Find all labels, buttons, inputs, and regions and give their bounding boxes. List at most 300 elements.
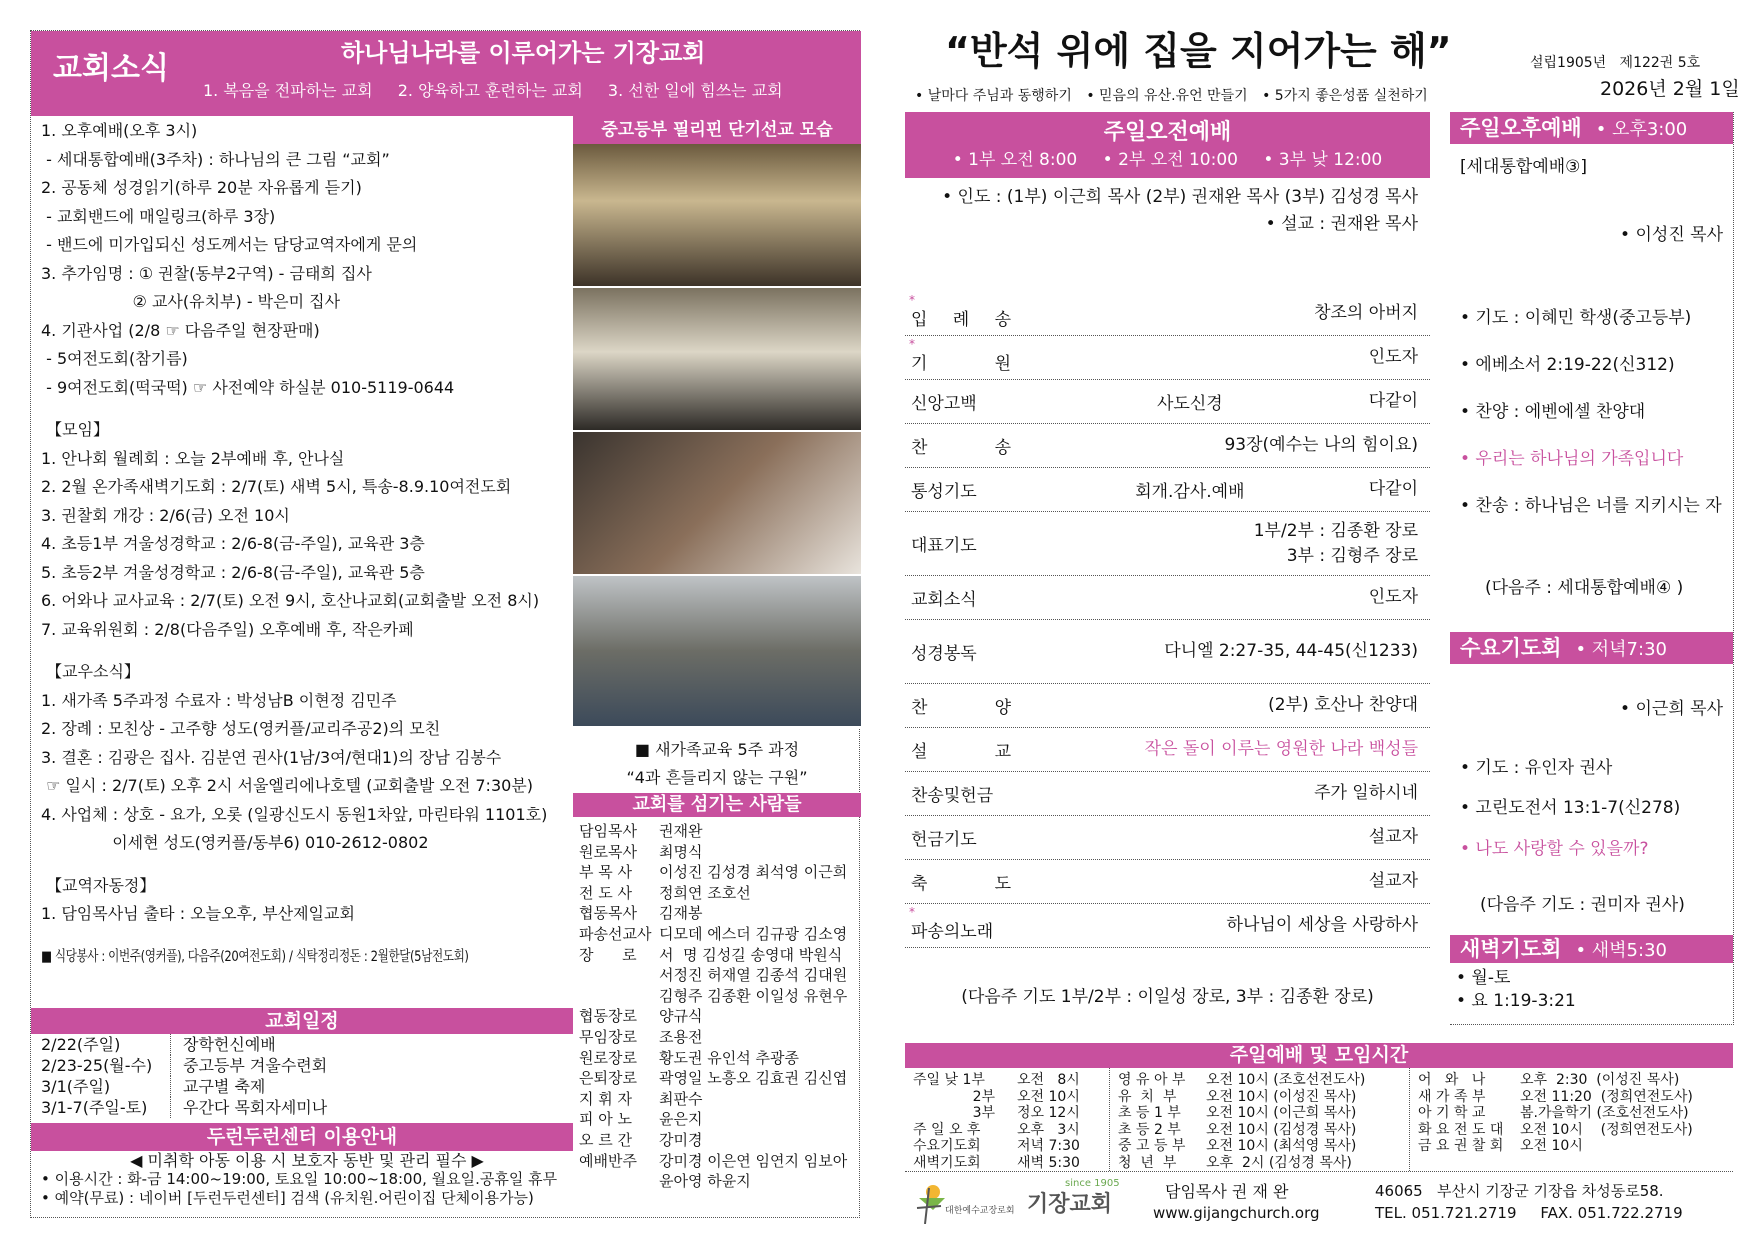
schedule-row xyxy=(31,1076,573,1097)
staff-row xyxy=(579,1151,859,1172)
news-line: 1. 오후예배(오후 3시) xyxy=(41,121,198,140)
photo-caption xyxy=(573,736,861,792)
times-label: 2부 xyxy=(972,1088,995,1105)
order-label: 축 도 xyxy=(911,874,1011,894)
staff-role: 예배반주 xyxy=(579,1151,637,1170)
staff-row xyxy=(579,903,859,924)
goal: • 믿음의 유산.유언 만들기 xyxy=(1086,88,1248,104)
staff-role: 부 목 사 xyxy=(579,863,633,882)
staff-role: 담임목사 xyxy=(579,822,637,840)
order-value xyxy=(1314,781,1418,806)
star-icon: * xyxy=(909,905,915,919)
afternoon-sermon-title: • 우리는 하나님의 가족입니다 xyxy=(1460,449,1684,469)
center-guide-title: 두런두런센터 이용안내 xyxy=(31,1123,573,1151)
times-label: 청 년 부 xyxy=(1118,1154,1177,1171)
order-label-cell xyxy=(911,433,1011,458)
times-row xyxy=(1118,1138,1405,1155)
other-services-column xyxy=(1450,112,1734,1025)
staff-role: 장 로 xyxy=(579,945,637,964)
order-value-line: 설교자 xyxy=(1368,871,1418,891)
news-title: 교회소식 xyxy=(53,51,169,86)
church-slogan: 하나님나라를 이루어가는 기장교회 xyxy=(341,39,706,67)
year-theme-title: “반석 위에 집을 지어가는 해” xyxy=(945,29,1452,73)
wednesday-title: 수요기도회 xyxy=(1460,636,1562,660)
staff-names: 양규식 xyxy=(659,1007,703,1026)
order-detail: 회개.감사.예배 xyxy=(1135,482,1245,502)
news-line: 1. 담임목사님 출타 : 오늘오후, 부산제일교회 xyxy=(41,904,355,923)
mission-photo-3 xyxy=(573,432,861,576)
order-row xyxy=(905,728,1430,772)
staff-role: 무임장로 xyxy=(579,1027,637,1046)
logo-denomination: 대한예수교장로회 xyxy=(945,1206,1015,1216)
afternoon-service-time: • 오후3:00 xyxy=(1595,119,1688,140)
order-row xyxy=(905,816,1430,860)
goal: • 날마다 주님과 동행하기 xyxy=(915,88,1072,104)
order-value xyxy=(1224,433,1418,458)
times-label: 초 등 2 부 xyxy=(1118,1121,1181,1138)
times-value: 오전 11:20 (정희연전도사) xyxy=(1520,1088,1693,1105)
schedule-table xyxy=(31,1034,573,1123)
schedule-date: 2/23-25(월-수) xyxy=(31,1055,171,1076)
order-label: 대표기도 xyxy=(911,536,977,556)
afternoon-item: • 에베소서 2:19-22(신312) xyxy=(1460,355,1675,375)
order-label-cell xyxy=(911,825,1011,850)
times-column-groups xyxy=(1410,1068,1733,1171)
order-value-line: 창조의 아버지 xyxy=(1314,303,1418,323)
staff-names: 서 명 김성길 송영대 박원식 xyxy=(659,945,843,964)
wednesday-item: • 기도 : 유인자 권사 xyxy=(1460,758,1613,778)
order-row xyxy=(905,292,1430,336)
center-notice: ◀ 미취학 아동 이용 시 보호자 동반 및 관리 필수 ▶ xyxy=(130,1151,484,1170)
order-value xyxy=(1227,913,1418,938)
afternoon-preacher: • 이성진 목사 xyxy=(1620,225,1723,245)
staff-role: 지 휘 자 xyxy=(579,1089,633,1108)
times-value: 오후 2:30 (이성진 목사) xyxy=(1520,1072,1680,1088)
church-news-panel xyxy=(30,30,860,1218)
order-row xyxy=(905,620,1430,684)
times-row xyxy=(913,1138,1105,1155)
order-detail: 사도신경 xyxy=(1157,394,1223,414)
staff-row xyxy=(579,986,859,1007)
times-column-education xyxy=(1110,1068,1410,1171)
times-label: 새 가 족 부 xyxy=(1418,1088,1486,1105)
staff-row xyxy=(579,862,859,883)
service-time: • 3부 낮 12:00 xyxy=(1263,150,1383,171)
afternoon-service-header xyxy=(1450,112,1733,144)
news-line: 4. 사업체 : 상호 - 요가, 오롯 (일광신도시 동원1차앞, 마린타워 1101호) xyxy=(41,804,548,824)
service-times xyxy=(905,150,1430,170)
news-line: ② 교사(유치부) - 박은미 집사 xyxy=(41,292,341,311)
times-label: 화 요 전 도 대 xyxy=(1418,1121,1504,1138)
staff-row xyxy=(579,1006,859,1027)
times-label: 영 유 아 부 xyxy=(1118,1072,1186,1088)
staff-names: 이성진 김성경 최석영 이근희 xyxy=(659,863,848,882)
staff-names: 김형주 김종환 이일성 유현우 xyxy=(659,986,848,1005)
schedule-title: 교회일정 xyxy=(31,1008,573,1034)
staff-role: 원로목사 xyxy=(579,842,637,861)
staff-role xyxy=(579,986,659,1007)
times-row xyxy=(1418,1072,1729,1089)
times-value: 오전 10시 (김성경 목사) xyxy=(1206,1121,1357,1138)
afternoon-service-subtitle: [세대통합예배③] xyxy=(1460,157,1588,177)
times-value: 새벽 5:30 xyxy=(1017,1154,1080,1171)
staff-names: 권재완 xyxy=(659,822,703,840)
mission-photo-1 xyxy=(573,144,861,288)
news-line: 2. 2월 온가족새벽기도회 : 2/7(토) 새벽 5시, 특송-8.9.10여전도회 xyxy=(41,477,512,496)
staff-role: 협동장로 xyxy=(579,1007,637,1026)
news-list xyxy=(41,117,571,971)
order-value-line: 다같이 xyxy=(1368,391,1418,411)
news-line: 6. 어와나 교사교육 : 2/7(토) 오전 9시, 호산나교회(교회출발 오전 8시) xyxy=(41,591,540,610)
logo-since: since 1905 xyxy=(1065,1178,1120,1189)
wednesday-header xyxy=(1450,632,1733,664)
order-label-cell xyxy=(911,869,1011,894)
times-row xyxy=(913,1105,1105,1122)
footer xyxy=(905,1178,1733,1228)
order-label: 설 교 xyxy=(911,742,1011,762)
news-line: - 5여전도회(참기름) xyxy=(41,349,188,368)
staff-row xyxy=(579,965,859,986)
staff-names: 서정진 허재열 김종석 김대원 xyxy=(659,966,848,985)
order-value xyxy=(1254,519,1418,569)
times-row xyxy=(1118,1105,1405,1122)
order-of-worship xyxy=(905,292,1430,948)
spacer xyxy=(41,858,571,872)
staff-role: 오 르 간 xyxy=(579,1130,633,1149)
order-row xyxy=(905,468,1430,512)
staff-role: 파송선교사 xyxy=(579,924,652,943)
preacher-line: • 설교 : 권재완 목사 xyxy=(1265,214,1418,234)
order-label-cell xyxy=(911,781,1011,806)
times-row xyxy=(1118,1089,1405,1106)
news-line: 2. 장례 : 모친상 - 고주향 성도(영커플/교리주공2)의 모친 xyxy=(41,719,441,738)
order-label: 입 례 송 xyxy=(911,310,1011,330)
staff-row xyxy=(579,883,859,904)
news-line: 【교우소식】 xyxy=(41,662,140,681)
photo-section-title: 중고등부 필리핀 단기선교 모습 xyxy=(573,116,861,144)
spacer xyxy=(41,644,571,658)
church-mottos xyxy=(203,81,803,102)
news-line: - 세대통합예배(3주차) : 하나님의 큰 그림 “교회” xyxy=(41,149,390,169)
times-value: 봄.가을학기 (조호선전도사) xyxy=(1520,1105,1689,1121)
times-value: 오전 10시 xyxy=(1017,1088,1080,1105)
order-value xyxy=(1369,345,1418,370)
order-label: 찬 송 xyxy=(911,438,1011,458)
order-row xyxy=(905,512,1430,576)
bulletin-date: 2026년 2월 1일 xyxy=(1600,78,1740,100)
staff-role: 협동목사 xyxy=(579,904,637,923)
staff-row xyxy=(579,1089,859,1110)
schedule-date: 3/1(주일) xyxy=(31,1076,171,1097)
staff-names: 정희연 조호선 xyxy=(659,883,751,902)
order-label: 파송의노래 xyxy=(911,922,994,942)
leaders-line: • 인도 : (1부) 이근희 목사 (2부) 권재완 목사 (3부) 김성경 목사 xyxy=(942,187,1418,207)
schedule-date: 2/22(주일) xyxy=(31,1034,171,1055)
order-value xyxy=(1369,869,1418,894)
times-row xyxy=(913,1089,1105,1106)
order-row xyxy=(905,380,1430,424)
afternoon-next: (다음주 : 세대통합예배④ ) xyxy=(1485,578,1684,598)
order-row xyxy=(905,576,1430,620)
order-label-cell xyxy=(911,693,1011,718)
order-value-line: 주가 일하시네 xyxy=(1314,783,1418,803)
staff-names: 조용전 xyxy=(659,1027,703,1046)
news-line: 3. 결혼 : 김광은 집사. 김분연 권사(1남/3여/현대1)의 장남 김봉수 xyxy=(41,747,502,767)
news-line: 3. 권찰회 개강 : 2/6(금) 오전 10시 xyxy=(41,505,290,525)
news-line: - 밴드에 미가입되신 성도께서는 담당교역자에게 문의 xyxy=(41,235,418,254)
news-header xyxy=(31,31,861,116)
afternoon-item: • 기도 : 이혜민 학생(중고등부) xyxy=(1460,308,1692,328)
times-label: 수요기도회 xyxy=(913,1138,981,1154)
staff-row xyxy=(579,1109,859,1130)
news-line: 3. 추가임명 : ① 권찰(동부2구역) - 금태희 집사 xyxy=(41,263,372,283)
motto: 2. 양육하고 훈련하는 교회 xyxy=(397,81,583,100)
center-reservation: • 예약(무료) : 네이버 [두런두런센터] 검색 (유치원.어린이집 단체이용가능) xyxy=(41,1189,534,1207)
afternoon-item: • 찬송 : 하나님은 너를 지키시는 자 xyxy=(1460,496,1722,516)
order-label: 통성기도 xyxy=(911,482,977,502)
service-time: • 1부 오전 8:00 xyxy=(952,150,1078,171)
times-label: 주일 낮 1부 xyxy=(913,1072,985,1088)
news-line: - 교회밴드에 매일링크(하루 3장) xyxy=(41,206,276,226)
mission-photo-2 xyxy=(573,288,861,432)
times-row xyxy=(1418,1089,1729,1106)
order-label-cell xyxy=(909,337,1011,374)
staff-row xyxy=(579,1048,859,1069)
times-label: 금 요 권 찰 회 xyxy=(1418,1138,1504,1154)
order-value-line: 설교자 xyxy=(1368,827,1418,847)
dawn-title: 새벽기도회 xyxy=(1460,937,1562,961)
staff-names: 윤아영 하윤지 xyxy=(659,1172,751,1191)
order-label-cell xyxy=(909,293,1011,330)
staff-row xyxy=(579,1027,859,1048)
caption-line: ■ 새가족교육 5주 과정 xyxy=(634,740,800,759)
times-row xyxy=(1118,1072,1405,1089)
order-value xyxy=(1369,825,1418,850)
times-value: 오전 10시 (최석영 목사) xyxy=(1206,1138,1357,1154)
order-value-line: 다니엘 2:27-35, 44-45(신1233) xyxy=(1164,641,1418,661)
order-value xyxy=(1369,389,1418,414)
times-label: 주 일 오 후 xyxy=(913,1121,981,1138)
times-row xyxy=(913,1072,1105,1089)
staff-role: 은퇴장로 xyxy=(579,1069,637,1088)
times-value: 저녁 7:30 xyxy=(1017,1138,1080,1154)
news-line: 7. 교육위원회 : 2/8(다음주일) 오후예배 후, 작은카페 xyxy=(41,619,414,639)
senior-pastor: 담임목사 권 재 완 xyxy=(1165,1182,1289,1201)
schedule-date: 3/1-7(주일-토) xyxy=(31,1097,171,1118)
news-line: 【교역자동정】 xyxy=(41,875,156,895)
staff-row xyxy=(579,842,859,863)
times-row xyxy=(1418,1105,1729,1122)
order-value xyxy=(1314,301,1418,326)
wednesday-preacher: • 이근희 목사 xyxy=(1620,699,1723,719)
caption-line: “4과 흔들리지 않는 구원” xyxy=(626,768,808,787)
order-value-line: 인도자 xyxy=(1368,347,1418,367)
service-times-title: 주일예배 및 모임시간 xyxy=(905,1043,1733,1068)
order-label: 기 원 xyxy=(911,354,1011,374)
staff-role: 원로장로 xyxy=(579,1048,637,1067)
logo-church-name: 기장교회 xyxy=(1027,1192,1113,1217)
order-value xyxy=(1369,477,1418,502)
order-label: 교회소식 xyxy=(911,590,977,610)
staff-names: 황도권 유인석 추광종 xyxy=(659,1048,799,1067)
order-row xyxy=(905,424,1430,468)
website-link[interactable]: www.gijangchurch.org xyxy=(1153,1204,1320,1222)
times-label: 아 기 학 교 xyxy=(1418,1105,1486,1121)
times-row xyxy=(1118,1155,1405,1172)
order-row xyxy=(905,684,1430,728)
staff-list xyxy=(579,821,859,1192)
center-guide xyxy=(31,1151,573,1208)
schedule-event: 교구별 축제 xyxy=(183,1077,266,1096)
order-label: 성경봉독 xyxy=(911,644,977,664)
schedule-event: 장학헌신예배 xyxy=(183,1035,276,1054)
order-label-cell xyxy=(911,531,1011,556)
times-value: 오전 10시 (조호선전도사) xyxy=(1206,1072,1366,1088)
order-row xyxy=(905,904,1430,948)
center-hours: • 이용시간 : 화-금 14:00~19:00, 토요일 10:00~18:00, 월요일.공휴일 휴무 xyxy=(41,1170,558,1188)
order-label-cell xyxy=(909,905,1011,942)
staff-row xyxy=(579,821,859,842)
order-value xyxy=(1268,693,1418,718)
staff-row xyxy=(579,1171,859,1192)
schedule-row xyxy=(31,1097,573,1118)
church-address: 46065 부산시 기장군 기장읍 차성동로58. xyxy=(1375,1182,1664,1200)
times-row xyxy=(913,1122,1105,1139)
service-times-table xyxy=(905,1068,1733,1172)
news-line: 1. 안나회 월례회 : 오늘 2부예배 후, 안나실 xyxy=(41,448,345,468)
spacer xyxy=(41,929,571,943)
church-logo-icon xyxy=(913,1180,947,1224)
times-label: 3부 xyxy=(972,1105,995,1121)
service-leaders xyxy=(905,184,1430,238)
times-label: 초 등 1 부 xyxy=(1118,1105,1181,1121)
star-icon: * xyxy=(909,293,915,307)
staff-names: 최판수 xyxy=(659,1089,703,1108)
schedule-event: 우간다 목회자세미나 xyxy=(183,1098,328,1117)
times-value: 오전 10시 (정희연전도사) xyxy=(1520,1121,1693,1138)
order-value xyxy=(1145,737,1418,762)
wednesday-time: • 저녁7:30 xyxy=(1575,639,1667,660)
times-row xyxy=(913,1155,1105,1172)
year-goals xyxy=(915,88,1438,105)
order-value-line: 3부 : 김형주 장로 xyxy=(1286,545,1418,566)
morning-service xyxy=(905,112,1430,238)
order-value-line: 다같이 xyxy=(1368,479,1418,499)
order-row xyxy=(905,336,1430,380)
dawn-item: • 월-토 xyxy=(1456,968,1511,988)
issue-info: 설립1905년 제122권 5호 xyxy=(1530,55,1701,71)
morning-service-title: 주일오전예배 xyxy=(1103,120,1232,145)
order-value-line: 하나님이 세상을 사랑하사 xyxy=(1226,915,1418,935)
times-row xyxy=(1418,1122,1729,1139)
times-column-worship xyxy=(905,1068,1110,1171)
order-label-cell xyxy=(911,389,1011,414)
news-line: ☞ 일시 : 2/7(토) 오후 2시 서울엘리에나호텔 (교회출발 오전 7:30분) xyxy=(41,776,533,795)
afternoon-item: • 찬양 : 에벤에셀 찬양대 xyxy=(1460,402,1646,422)
order-label: 찬 양 xyxy=(911,698,1011,718)
news-line: - 9여전도회(떡국떡) ☞ 사전예약 하실분 010-5119-0644 xyxy=(41,377,455,397)
order-value xyxy=(1369,585,1418,610)
next-week-prayer: (다음주 기도 1부/2부 : 이일성 장로, 3부 : 김종환 장로) xyxy=(961,987,1374,1007)
wednesday-next: (다음주 기도 : 권미자 권사) xyxy=(1480,895,1685,915)
schedule-row xyxy=(31,1034,573,1055)
staff-names: 최명식 xyxy=(659,842,703,861)
times-value: 오전 8시 xyxy=(1017,1072,1080,1088)
times-value: 정오 12시 xyxy=(1017,1105,1080,1121)
staff-row xyxy=(579,1130,859,1151)
order-label: 헌금기도 xyxy=(911,830,977,850)
news-line: 1. 새가족 5주과정 수료자 : 박성남B 이현정 김민주 xyxy=(41,690,397,710)
staff-title: 교회를 섬기는 사람들 xyxy=(573,793,861,817)
order-label-cell xyxy=(911,737,1011,762)
dawn-header xyxy=(1450,935,1733,963)
times-label: 유 치 부 xyxy=(1118,1088,1177,1105)
order-label-cell xyxy=(911,639,1011,664)
times-value: 오전 10시 (이근희 목사) xyxy=(1206,1105,1357,1121)
staff-names: 곽영일 노흥오 김효권 김신엽 xyxy=(659,1069,848,1088)
times-label: 어 와 나 xyxy=(1418,1072,1486,1088)
church-phone: TEL. 051.721.2719 FAX. 051.722.2719 xyxy=(1375,1204,1683,1222)
news-line: 이세현 성도(영커플/동부6) 010-2612-0802 xyxy=(41,833,429,852)
dawn-time: • 새벽5:30 xyxy=(1575,940,1667,961)
order-value-line: (2부) 호산나 찬양대 xyxy=(1268,695,1418,715)
times-value: 오전 10시 (이성진 목사) xyxy=(1206,1088,1357,1105)
order-value-line: 인도자 xyxy=(1368,587,1418,607)
order-row xyxy=(905,772,1430,816)
order-label: 찬송및헌금 xyxy=(911,786,994,806)
staff-role: 전 도 사 xyxy=(579,883,633,902)
service-time: • 2부 오전 10:00 xyxy=(1102,150,1238,171)
schedule-event: 중고등부 겨울수련회 xyxy=(183,1056,328,1075)
order-value-line: 작은 돌이 이루는 영원한 나라 백성들 xyxy=(1144,739,1418,759)
mission-photo-4 xyxy=(573,576,861,728)
times-row xyxy=(1418,1138,1729,1155)
order-row xyxy=(905,860,1430,904)
schedule-row xyxy=(31,1055,573,1076)
times-value: 오후 3시 xyxy=(1017,1121,1080,1138)
staff-row xyxy=(579,924,859,945)
news-line: 4. 기관사업 (2/8 ☞ 다음주일 현장판매) xyxy=(41,320,320,340)
motto: 1. 복음을 전파하는 교회 xyxy=(203,81,373,100)
order-value-line: 93장(예수는 나의 힘이요) xyxy=(1224,435,1418,455)
staff-names: 강미경 xyxy=(659,1130,703,1149)
staff-role xyxy=(579,965,659,986)
afternoon-service-title: 주일오후예배 xyxy=(1460,116,1582,140)
times-value: 오후 2시 (김성경 목사) xyxy=(1206,1154,1352,1171)
staff-role: 피 아 노 xyxy=(579,1110,633,1129)
order-label-cell xyxy=(911,477,1011,502)
news-line: ■ 식당봉사 : 이번주(영커플), 다음주(20여전도회) / 식탁정리정돈 : 2월한달(5남전도회) xyxy=(41,948,469,965)
staff-row xyxy=(579,1068,859,1089)
times-row xyxy=(1118,1122,1405,1139)
staff-role xyxy=(579,1171,659,1192)
staff-names: 강미경 이은연 임연지 임보아 xyxy=(659,1151,848,1170)
morning-service-header xyxy=(905,112,1430,178)
order-label-cell xyxy=(911,585,1011,610)
order-label: 신앙고백 xyxy=(911,394,977,414)
times-label: 중 고 등 부 xyxy=(1118,1138,1186,1154)
motto: 3. 선한 일에 힘쓰는 교회 xyxy=(607,81,783,100)
wednesday-item: • 고린도전서 13:1-7(신278) xyxy=(1460,798,1681,818)
star-icon: * xyxy=(909,337,915,351)
wednesday-sermon-title: • 나도 사랑할 수 있을까? xyxy=(1460,839,1649,859)
order-value xyxy=(1164,639,1418,664)
news-line: 4. 초등1부 겨울성경학교 : 2/6-8(금-주일), 교육관 3층 xyxy=(41,534,425,553)
spacer xyxy=(41,402,571,416)
times-label: 새벽기도회 xyxy=(913,1154,981,1171)
staff-names: 윤은지 xyxy=(659,1110,703,1129)
news-line: 【모임】 xyxy=(41,420,109,439)
